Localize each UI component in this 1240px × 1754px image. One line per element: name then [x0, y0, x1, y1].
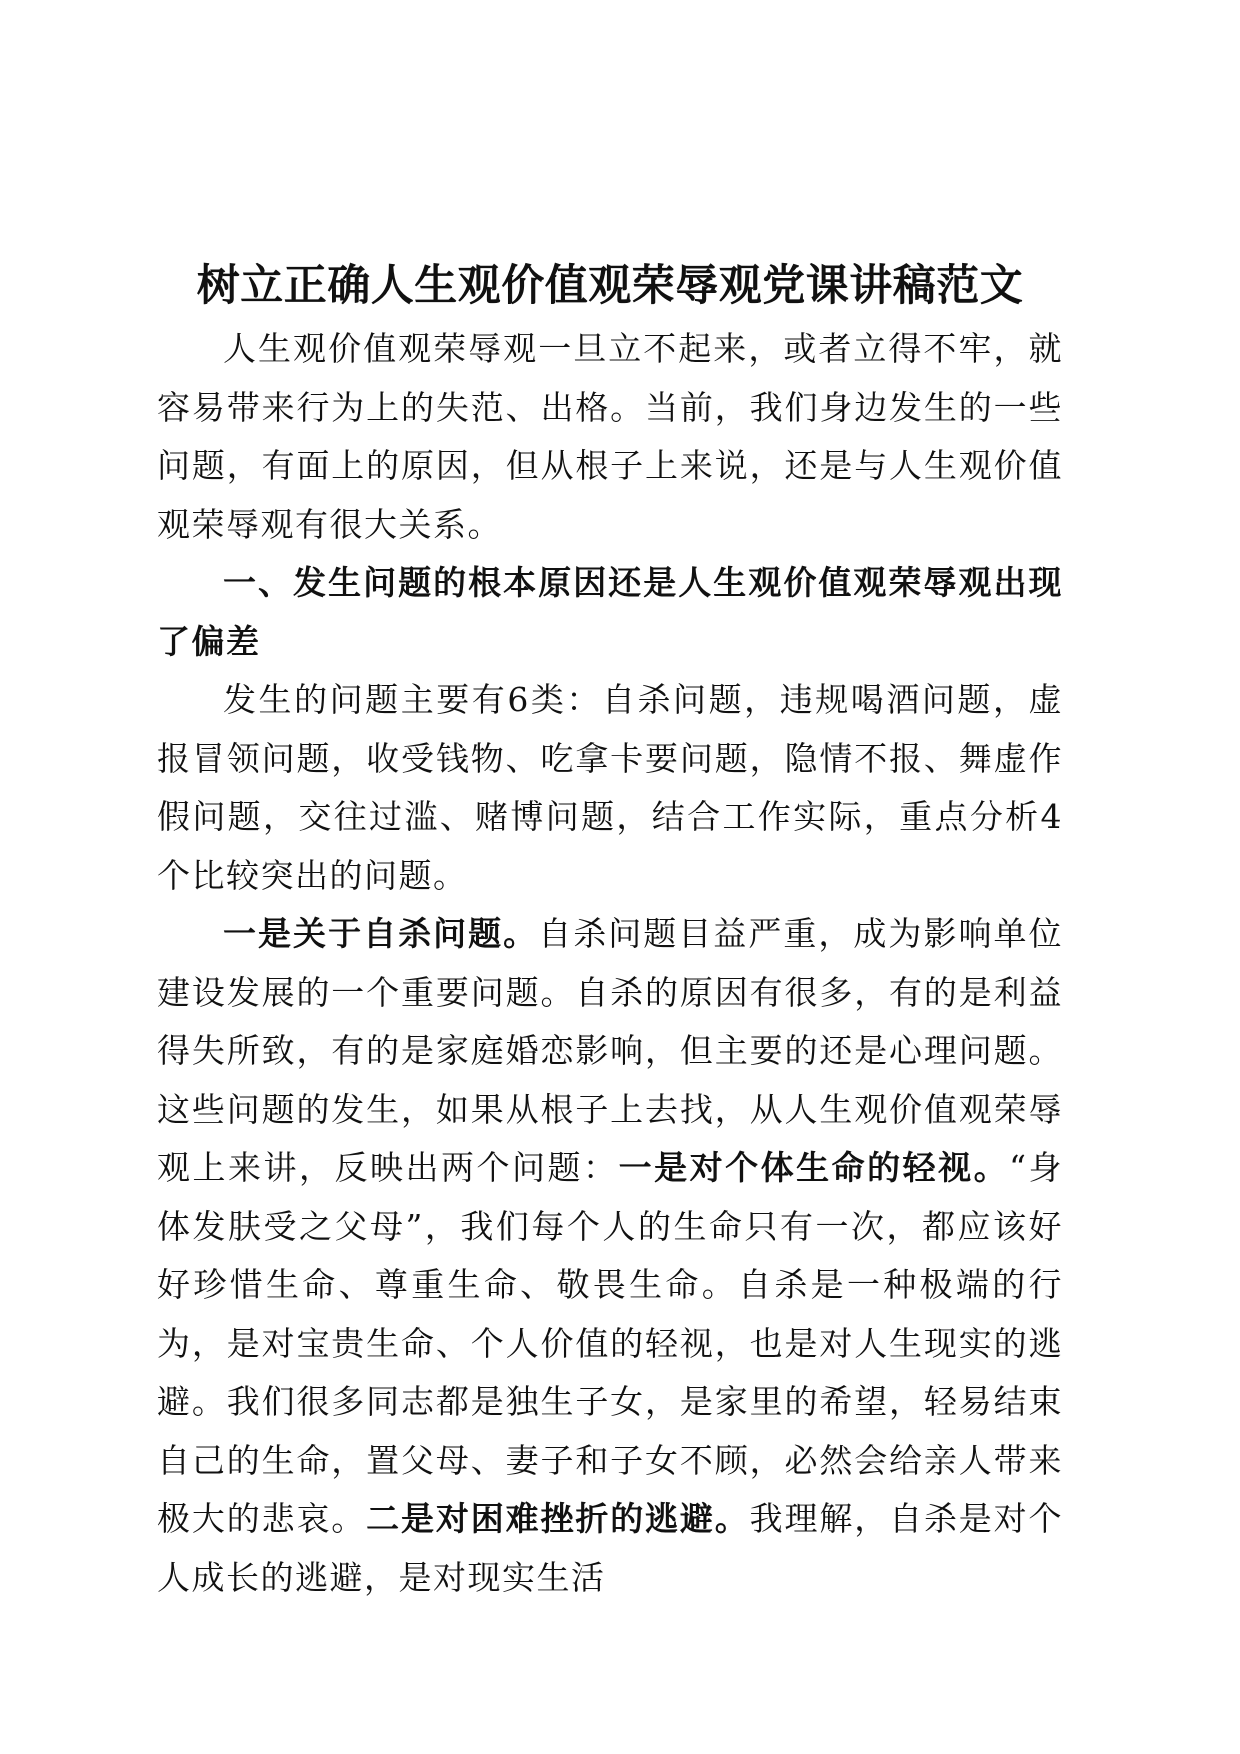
section-heading: 一、发生问题的根本原因还是人生观价值观荣辱观出现了偏差: [157, 563, 1063, 661]
document-body: [157, 256, 1063, 1607]
intro-paragraph: 人生观价值观荣辱观一旦立不起来，或者立得不牢，就容易带来行为上的失范、出格。当前，我们身边发生的一些问题，有面上的原因，但从根子上来说，还是与人生观价值观荣辱观有很大关系。: [157, 329, 1063, 544]
paragraph-text: “身体发肤受之父母”，我们每个人的生命只有一次，都应该好好珍惜生命、尊重生命、敬畏生命。自杀是一种极端的行为，是对宝贵生命、个人价值的轻视，也是对人生现实的逃避。我们很多同志都是独生子女，是家里的希望，轻易结束自己的生命，置父母、妻子和子女不顾，必然会给亲人带来极大的悲哀。: [157, 1148, 1064, 1538]
point-one-bold: 一是对个体生命的轻视。: [618, 1148, 1010, 1187]
section-paragraph: 发生的问题主要有6类：自杀问题，违规喝酒问题，虚报冒领问题，收受钱物、吃拿卡要问题，隐情不报、舞虚作假问题，交往过滥、赌博问题，结合工作实际，重点分析4个比较突出的问题。: [157, 680, 1063, 895]
lead-bold-phrase: 一是关于自杀问题。: [223, 914, 539, 953]
point-two-bold: 二是对困难挫折的逃避。: [366, 1499, 750, 1538]
document-title: 树立正确人生观价值观荣辱观党课讲稿范文: [196, 261, 1024, 311]
paragraph-text: 我理解，自杀是对个人成长的逃避，是对现实生活: [157, 1499, 1064, 1597]
suicide-issue-paragraph: [157, 905, 1063, 1607]
paragraph-text: 自杀问题目益严重，成为影响单位建设发展的一个重要问题。自杀的原因有很多，有的是利益得失所致，有的是家庭婚恋影响，但主要的还是心理问题。这些问题的发生，如果从根子上去找，从人生观价值观荣辱观上来讲，反映出两个问题：: [157, 914, 1064, 1187]
